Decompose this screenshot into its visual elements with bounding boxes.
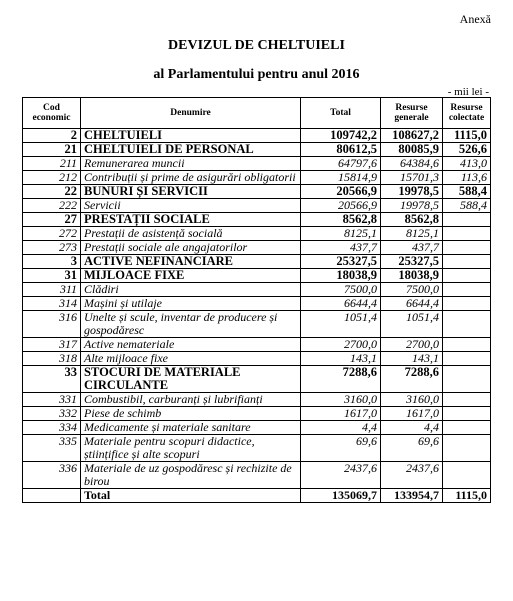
cell-name: Mașini și utilaje [81,297,301,311]
cell-total: 80612,5 [301,143,381,157]
budget-table [22,97,491,503]
table-row [23,269,491,283]
cell-general: 3160,0 [381,393,443,407]
cell-total: 64797,6 [301,157,381,171]
cell-name: Active nemateriale [81,338,301,352]
cell-name: Prestații sociale ale angajatorilor [81,241,301,255]
cell-name: Clădiri [81,283,301,297]
cell-total: 2700,0 [301,338,381,352]
cell-name: Materiale pentru scopuri didactice, științifice și alte scopuri [81,435,301,462]
cell-general: 6644,4 [381,297,443,311]
unit-label: - mii lei - [447,86,489,98]
cell-total: 18038,9 [301,269,381,283]
cell-name: Servicii [81,199,301,213]
table-row [23,283,491,297]
cell-total: 4,4 [301,421,381,435]
cell-name: Alte mijloace fixe [81,352,301,366]
cell-name: Remunerarea muncii [81,157,301,171]
table-row [23,311,491,338]
cell-code: 316 [23,311,81,338]
cell-collected [443,269,491,283]
total-cell-total: 135069,7 [301,489,381,503]
table-row [23,407,491,421]
table-row [23,143,491,157]
cell-code: 22 [23,185,81,199]
cell-general: 80085,9 [381,143,443,157]
cell-general: 15701,3 [381,171,443,185]
cell-collected: 526,6 [443,143,491,157]
cell-code: 31 [23,269,81,283]
cell-collected [443,338,491,352]
cell-total: 109742,2 [301,129,381,143]
cell-collected [443,407,491,421]
cell-general: 64384,6 [381,157,443,171]
table-row [23,171,491,185]
cell-code: 331 [23,393,81,407]
cell-general: 143,1 [381,352,443,366]
cell-name: Prestații de asistență socială [81,227,301,241]
total-cell-collected: 1115,0 [443,489,491,503]
cell-general: 19978,5 [381,199,443,213]
cell-name: STOCURI DE MATERIALE CIRCULANTE [81,366,301,393]
cell-code: 212 [23,171,81,185]
cell-code: 318 [23,352,81,366]
cell-general: 25327,5 [381,255,443,269]
cell-name: BUNURI ȘI SERVICII [81,185,301,199]
cell-general: 19978,5 [381,185,443,199]
cell-collected [443,241,491,255]
cell-collected [443,421,491,435]
cell-total: 15814,9 [301,171,381,185]
cell-collected [443,213,491,227]
cell-code: 222 [23,199,81,213]
cell-name: ACTIVE NEFINANCIARE [81,255,301,269]
cell-total: 7288,6 [301,366,381,393]
cell-general: 2700,0 [381,338,443,352]
cell-code: 272 [23,227,81,241]
cell-total: 20566,9 [301,185,381,199]
cell-code: 2 [23,129,81,143]
header-general: Resurse generale [381,98,443,129]
cell-total: 2437,6 [301,462,381,489]
cell-total: 7500,0 [301,283,381,297]
cell-collected: 413,0 [443,157,491,171]
cell-collected [443,462,491,489]
cell-name: Piese de schimb [81,407,301,421]
cell-code: 335 [23,435,81,462]
table-row [23,366,491,393]
cell-code: 311 [23,283,81,297]
cell-total: 143,1 [301,352,381,366]
table-row [23,185,491,199]
cell-name: CHELTUIELI [81,129,301,143]
cell-general: 437,7 [381,241,443,255]
cell-total: 20566,9 [301,199,381,213]
table-row [23,227,491,241]
table-row [23,199,491,213]
table-row [23,255,491,269]
table-row [23,393,491,407]
total-cell-general: 133954,7 [381,489,443,503]
table-row [23,213,491,227]
cell-total: 1617,0 [301,407,381,421]
cell-general: 8562,8 [381,213,443,227]
cell-total: 1051,4 [301,311,381,338]
cell-general: 8125,1 [381,227,443,241]
cell-total: 6644,4 [301,297,381,311]
table-header-row [23,98,491,129]
table-row [23,462,491,489]
cell-general: 1051,4 [381,311,443,338]
cell-code: 336 [23,462,81,489]
cell-code: 27 [23,213,81,227]
table-row [23,157,491,171]
cell-code: 317 [23,338,81,352]
cell-total: 25327,5 [301,255,381,269]
cell-general: 18038,9 [381,269,443,283]
cell-name: PRESTAȚII SOCIALE [81,213,301,227]
cell-name: Materiale de uz gospodăresc și rechizite de birou [81,462,301,489]
table-row [23,352,491,366]
document-subtitle: al Parlamentului pentru anul 2016 [153,67,360,82]
cell-code: 314 [23,297,81,311]
header-name: Denumire [81,98,301,129]
total-row [23,489,491,503]
cell-code: 332 [23,407,81,421]
table-row [23,241,491,255]
header-total: Total [301,98,381,129]
cell-collected [443,283,491,297]
cell-collected [443,366,491,393]
cell-code: 21 [23,143,81,157]
annex-label: Anexă [459,12,491,26]
cell-name: CHELTUIELI DE PERSONAL [81,143,301,157]
document-title: DEVIZUL DE CHELTUIELI [168,38,345,53]
table-row [23,129,491,143]
cell-name: Unelte și scule, inventar de producere și gospodăresc [81,311,301,338]
table-row [23,421,491,435]
cell-collected: 588,4 [443,185,491,199]
cell-general: 1617,0 [381,407,443,421]
cell-general: 108627,2 [381,129,443,143]
cell-general: 69,6 [381,435,443,462]
cell-collected [443,393,491,407]
table-body [23,129,491,503]
cell-code: 3 [23,255,81,269]
table-row [23,435,491,462]
cell-collected [443,352,491,366]
cell-collected: 1115,0 [443,129,491,143]
cell-code: 334 [23,421,81,435]
cell-name: MIJLOACE FIXE [81,269,301,283]
cell-total: 437,7 [301,241,381,255]
total-cell-name: Total [81,489,301,503]
cell-collected [443,311,491,338]
cell-general: 2437,6 [381,462,443,489]
table-row [23,338,491,352]
cell-name: Medicamente și materiale sanitare [81,421,301,435]
table-row [23,297,491,311]
cell-collected: 588,4 [443,199,491,213]
cell-name: Contribuții și prime de asigurări obligatorii [81,171,301,185]
cell-general: 7288,6 [381,366,443,393]
cell-collected: 113,6 [443,171,491,185]
cell-collected [443,227,491,241]
cell-total: 8562,8 [301,213,381,227]
cell-total: 69,6 [301,435,381,462]
cell-total: 3160,0 [301,393,381,407]
total-cell-code [23,489,81,503]
cell-code: 33 [23,366,81,393]
cell-code: 211 [23,157,81,171]
cell-collected [443,297,491,311]
cell-code: 273 [23,241,81,255]
header-code: Cod economic [23,98,81,129]
cell-collected [443,255,491,269]
cell-collected [443,435,491,462]
cell-total: 8125,1 [301,227,381,241]
cell-general: 4,4 [381,421,443,435]
cell-name: Combustibil, carburanți și lubrifianți [81,393,301,407]
header-collected: Resurse colectate [443,98,491,129]
cell-general: 7500,0 [381,283,443,297]
